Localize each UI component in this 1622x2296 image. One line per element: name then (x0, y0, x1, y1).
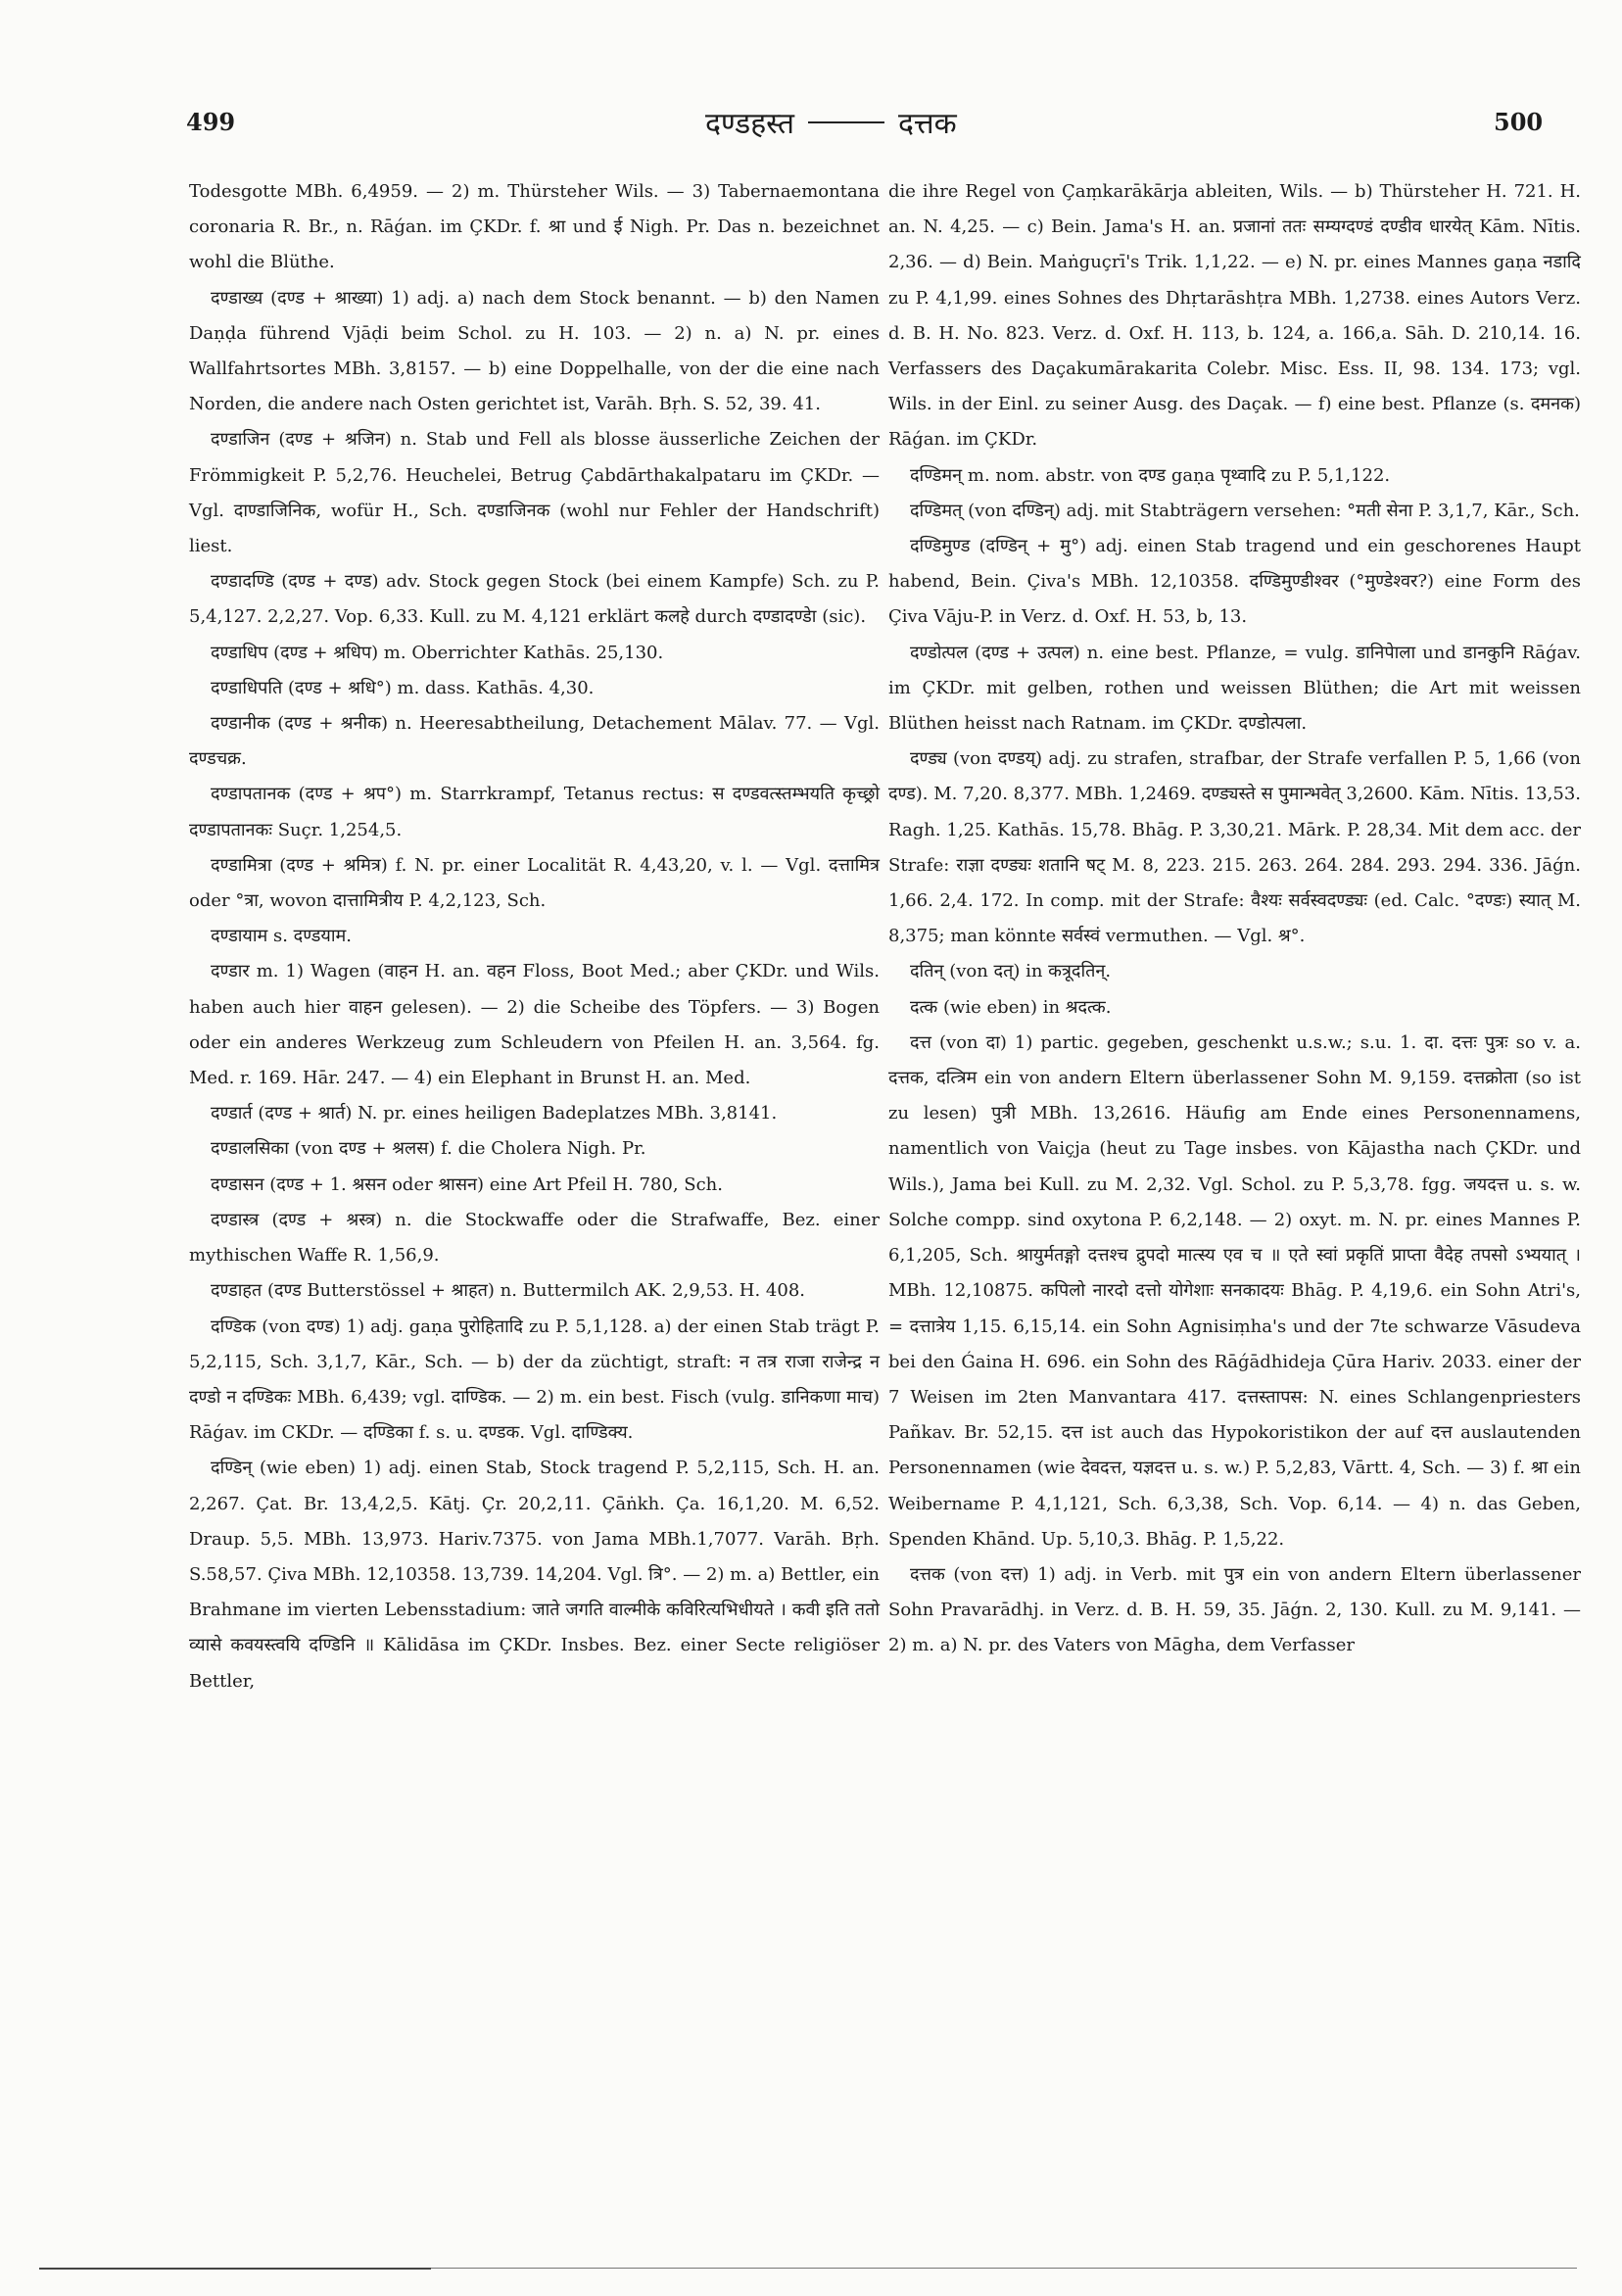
dictionary-entry: दत्तक (von दत्त) 1) adj. in Verb. mit पुत्र ein von andern Eltern überlassener Sohn Pravarādhj. in Verz. d. B. H. 59, 35. Jāǵn. 2, 130. Kull. zu M. 9,141. — 2) m. a) N. pr. des Vaters von Māgha, dem Verfasser (888, 1563, 1581, 1656)
dictionary-entry: दण्डाहत (दण्ड Butterstössel + श्राहत) n. Buttermilch AK. 2,9,53. H. 408. (211, 1280, 806, 1302)
dictionary-entry: दण्डानीक (दण्ड + श्रनीक) n. Heeresabtheilung, Detachement Mālav. 77. — Vgl. दण्डचक्र. (189, 713, 880, 770)
dictionary-entry: दण्डिमत् (von दण्डिन्) adj. mit Stabträgern versehen: °मती सेना P. 3,1,7, Kār., Sch. (910, 500, 1580, 521)
page-number-right: 500 (1494, 108, 1544, 136)
footer-rule-left (39, 2268, 431, 2270)
dictionary-entry: दत्त (von दा) 1) partic. gegeben, geschenkt u.s.w.; s.u. 1. दा. दत्तः पुत्रः so v. a. दत्तक, दत्त्रिम ein von andern Eltern überlassener Sohn M. 9,159. दत्तक्रोता (so ist zu lesen) पुत्री MBh. 13,2616. Häufig am Ende eines Personennamens, namentlich von Vaiçja (heut zu Tage insbes. von Kājastha nach ÇKDr. und Wils.), Jama bei Kull. zu M. 2,32. Vgl. Schol. zu P. 5,3,78. fgg. जयदत्त u. s. w. Solche compp. sind oxytona P. 6,2,148. — 2) oxyt. m. N. pr. eines Mannes P. 6,1,205, Sch. श्रायुर्मतङ्गो दत्तश्च द्रुपदो मात्स्य एव च ॥ एते स्वां प्रकृतिं प्राप्ता वैदेह तपसो ऽभ्ययात् । MBh. 12,10875. कपिलो नारदो दत्तो योगेशाः सनकादयः Bhāg. P. 4,19,6. ein Sohn Atri's, = दत्तात्रेय 1,15. 6,15,14. ein Sohn Agnisiṃha's und der 7te schwarze Vāsudeva bei den Ǵaina H. 696. ein Sohn des Rāǵādhideja Çūra Hariv. 2033. einer der 7 Weisen im 2ten Manvantara 417. दत्तस्तापस: N. eines Schlangenpriesters Pañkav. Br. 52,15. दत्त ist auch das Hypokoristikon der auf दत्त auslautenden Personennamen (wie देवदत्त, यज्ञदत्त u. s. w.) P. 5,2,83, Vārtt. 4, Sch. — 3) f. श्रा ein Weibername P. 4,1,121, Sch. 6,3,38, Sch. Vop. 6,14. — 4) n. das Geben, Spenden Khānd. Up. 5,10,3. Bhāg. P. 1,5,22. (888, 1031, 1581, 1550)
dictionary-entry: दत्क (wie eben) in श्रदत्क. (910, 996, 1112, 1018)
dictionary-entry: दण्डालसिका (von दण्ड + श्रलस) f. die Cholera Nigh. Pr. (211, 1138, 646, 1160)
dictionary-entry: दण्डोत्पल (दण्ड + उत्पल) n. eine best. Pflanze, = vulg. डानिपेाला und डानकुनि Rāǵav. im ÇKDr. mit gelben, rothen und weissen Blüthen; die Art mit weissen Blüthen heisst nach Ratnam. im ÇKDr. दण्डोत्पला. (888, 642, 1581, 735)
dictionary-entry: दण्डाधिप (दण्ड + श्रधिप) m. Oberrichter Kathās. 25,130. (211, 642, 664, 663)
footer-rule-mid (431, 2268, 891, 2269)
dictionary-entry: दण्डाधिपति (दण्ड + श्रधि°) m. dass. Kathās. 4,30. (211, 677, 595, 698)
dictionary-entry: दण्डार m. 1) Wagen (वाहन H. an. वहन Floss, Boot Med.; aber ÇKDr. und Wils. haben auch hier वाहन gelesen). — 2) die Scheibe des Töpfers. — 3) Bogen oder ein anderes Werkzeug zum Schleudern von Pfeilen H. an. 3,564. fg. Med. r. 169. Hār. 247. — 4) ein Elephant in Brunst H. an. Med. (189, 961, 880, 1089)
dictionary-entry: दण्डादण्डि (दण्ड + दण्ड) adv. Stock gegen Stock (bei einem Kampfe) Sch. zu P. 5,4,127. 2,2,27. Vop. 6,33. Kull. zu M. 4,121 erklärt कलहे durch दण्डादण्डेा (sic). (189, 571, 880, 628)
dictionary-entry: दण्डिन् (wie eben) 1) adj. einen Stab, Stock tragend P. 5,2,115, Sch. H. an. 2,267. Çat. Br. 13,4,2,5. Kātj. Çr. 20,2,11. Çāṅkh. Ça. 16,1,20. M. 6,52. Draup. 5,5. MBh. 13,973. Hariv.7375. von Jama MBh.1,7077. Varāh. Bṛh. S.58,57. Çiva MBh. 12,10358. 13,739. 14,204. Vgl. त्रि°. — 2) m. a) Bettler, ein Brahmane im vierten Lebensstadium: जाते जगति वाल्मीके कविरित्यभिधीयते । कवी इति ततो व्यासे कवयस्त्वयि दण्डिनि ॥ Kālidāsa im ÇKDr. Insbes. Bez. einer Secte religiöser Bettler, (189, 1458, 880, 1692)
footer-rule-right (891, 2268, 1577, 2269)
entry-continuation: Todesgotte MBh. 6,4959. — 2) m. Thürsteher Wils. — 3) Tabernaemontana coronaria R. Br., n. Rāǵan. im ÇKDr. f. श्रा und ई Nigh. Pr. Das n. bezeichnet wohl die Blüthe. (189, 181, 880, 273)
dictionary-entry: दण्डापतानक (दण्ड + श्रप°) m. Starrkrampf, Tetanus rectus: स दण्डवत्स्तम्भयति कृच्छ्रो दण्डापतानकः Suçr. 1,254,5. (189, 784, 880, 840)
dictionary-entry: दण्डिमन् m. nom. abstr. von दण्ड gaṇa पृथ्वादि zu P. 5,1,122. (910, 464, 1391, 486)
header-left-word: दण्डहस्त (705, 107, 794, 141)
dictionary-entry: दण्ड्य (von दण्डय्) adj. zu strafen, strafbar, der Strafe verfallen P. 5, 1,66 (von दण्ड). M. 7,20. 8,377. MBh. 1,2469. दण्ड्यस्ते स पुमान्भवेत् 3,2600. Kām. Nītis. 13,53. Ragh. 1,25. Kathās. 15,78. Bhāg. P. 3,30,21. Mārk. P. 28,34. Mit dem acc. der Strafe: राज्ञा दण्ड्यः शतानि षट् M. 8, 223. 215. 263. 264. 284. 293. 294. 336. Jāǵn. 1,66. 2,4. 172. In comp. mit der Strafe: वैश्यः सर्वस्वदण्ड्यः (ed. Calc. °दण्डः) स्यात् M. 8,375; man könnte सर्वस्वं vermuthen. — Vgl. श्र°. (888, 748, 1581, 947)
entry-continuation: die ihre Regel von Çaṃkarākārja ableiten, Wils. — b) Thürsteher H. 721. H. an. N. 4,25. — c) Bein. Jama's H. an. प्रजानां ततः सम्यग्दण्डं दण्डीव धारयेत् Kām. Nītis. 2,36. — d) Bein. Maṅguçrī's Trik. 1,1,22. — e) N. pr. eines Mannes gaṇa नडादि zu P. 4,1,99. eines Sohnes des Dhṛtarāshṭra MBh. 1,2738. eines Autors Verz. d. B. H. No. 823. Verz. d. Oxf. H. 113, b. 124, a. 166,a. Sāh. D. 210,14. 16. Verfassers des Daçakumārakarita Colebr. Misc. Ess. II, 98. 134. 173; vgl. Wils. in der Einl. zu seiner Ausg. des Daçak. — f) eine best. Pflanze (s. दमनक) Rāǵan. im ÇKDr. (888, 181, 1581, 451)
left-column (189, 174, 880, 1699)
right-column (888, 174, 1581, 1664)
header-dash (808, 121, 884, 123)
dictionary-entry: दण्डासन (दण्ड + 1. श्रसन oder श्रासन) eine Art Pfeil H. 780, Sch. (211, 1173, 723, 1195)
dictionary-entry: दण्डाजिन (दण्ड + श्रजिन) n. Stab und Fell als blosse äusserliche Zeichen der Frömmigkeit P. 5,2,76. Heuchelei, Betrug Çabdārthakalpataru im ÇKDr. — Vgl. दाण्डाजिनिक, wofür H., Sch. दण्डाजिनक (wohl nur Fehler der Handschrift) liest. (189, 429, 880, 557)
running-header (705, 102, 957, 142)
header-right-word: दत्तक (897, 107, 957, 141)
page-number-left: 499 (186, 108, 236, 136)
dictionary-entry: दण्डामित्रा (दण्ड + श्रमित्र) f. N. pr. einer Localität R. 4,43,20, v. l. — Vgl. दत्तामित्र oder °त्रा, wovon दात्तामित्रीय P. 4,2,123, Sch. (189, 854, 880, 912)
dictionary-entry: दण्डिमुण्ड (दण्डिन् + मु°) adj. einen Stab tragend und ein geschorenes Haupt habend, Bein. Çiva's MBh. 12,10358. दण्डिमुण्डीश्वर (°मुण्डेश्वर?) eine Form des Çiva Vāju-P. in Verz. d. Oxf. H. 53, b, 13. (888, 536, 1581, 628)
dictionary-entry: दण्डार्त (दण्ड + श्रार्त) N. pr. eines heiligen Badeplatzes MBh. 3,8141. (211, 1103, 778, 1124)
dictionary-entry: दण्डिक (von दण्ड) 1) adj. gaṇa पुरोहितादि zu P. 5,1,128. a) der einen Stab trägt P. 5,2,115, Sch. 3,1,7, Kār., Sch. — b) der da züchtigt, straft: न तत्र राजा राजेन्द्र न दण्डो न दण्डिकः MBh. 6,439; vgl. दाण्डिक. — 2) m. ein best. Fisch (vulg. डानिकणा माच) Rāǵav. im CKDr. — दण्डिका f. s. u. दण्डक. Vgl. दाण्डिक्य. (189, 1315, 880, 1444)
dictionary-entry: दण्डाख्य (दण्ड + श्राख्या) 1) adj. a) nach dem Stock benannt. — b) den Namen Daṇḍa führend Vjāḍi beim Schol. zu H. 103. — 2) n. a) N. pr. eines Wallfahrtsortes MBh. 3,8157. — b) eine Doppelhalle, von der die eine nach Norden, die andere nach Osten gerichtet ist, Varāh. Bṛh. S. 52, 39. 41. (189, 287, 880, 415)
dictionary-entry: दण्डास्त्र (दण्ड + श्रस्त्र) n. die Stockwaffe oder die Strafwaffe, Bez. einer mythischen Waffe R. 1,56,9. (189, 1209, 880, 1267)
dictionary-entry: दतिन् (von दत्) in कत्रूदतिन्. (910, 961, 1112, 982)
dictionary-entry: दण्डायाम s. दण्डयाम. (211, 926, 352, 947)
